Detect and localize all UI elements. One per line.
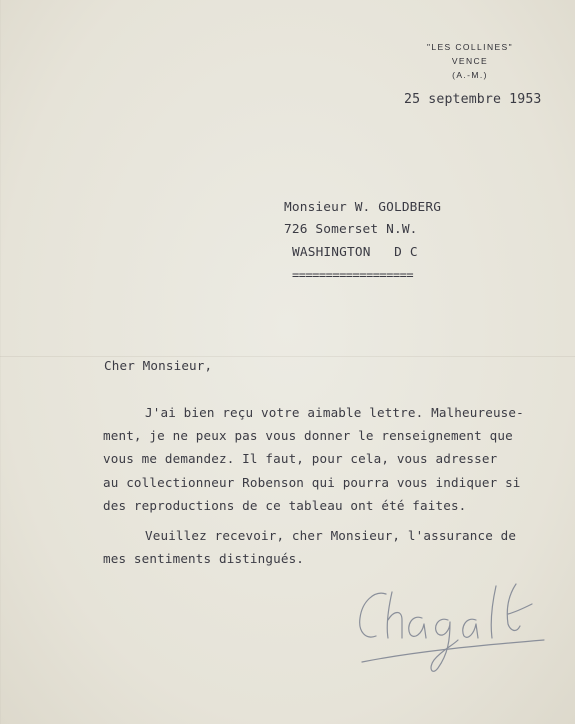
letterhead-house: "LES COLLINES" [426, 42, 514, 52]
body-line: mes sentiments distingués. [103, 551, 305, 566]
address-underline: ================== [292, 268, 414, 282]
body-line: Veuillez recevoir, cher Monsieur, l'assurance de [145, 528, 517, 543]
body-line: vous me demandez. Il faut, pour cela, vous adresser [103, 451, 498, 466]
letterhead-town: VENCE [451, 56, 489, 66]
letterhead-department: (A.-M.) [452, 70, 488, 80]
letter-date: 25 septembre 1953 [404, 92, 542, 107]
fold-line [0, 356, 575, 357]
recipient-street: 726 Somerset N.W. [284, 222, 418, 237]
recipient-name: Monsieur W. GOLDBERG [284, 200, 442, 215]
letterhead [405, 40, 535, 82]
body-line: ment, je ne peux pas vous donner le renseignement que [103, 428, 513, 443]
body-line: des reproductions de ce tableau ont été faites. [103, 498, 467, 513]
salutation: Cher Monsieur, [104, 358, 213, 373]
recipient-city: WASHINGTON D C [292, 245, 418, 260]
signature [352, 580, 552, 680]
body-line: au collectionneur Robenson qui pourra vous indiquer si [103, 475, 521, 490]
body-line: J'ai bien reçu votre aimable lettre. Malheureuse- [145, 405, 524, 420]
